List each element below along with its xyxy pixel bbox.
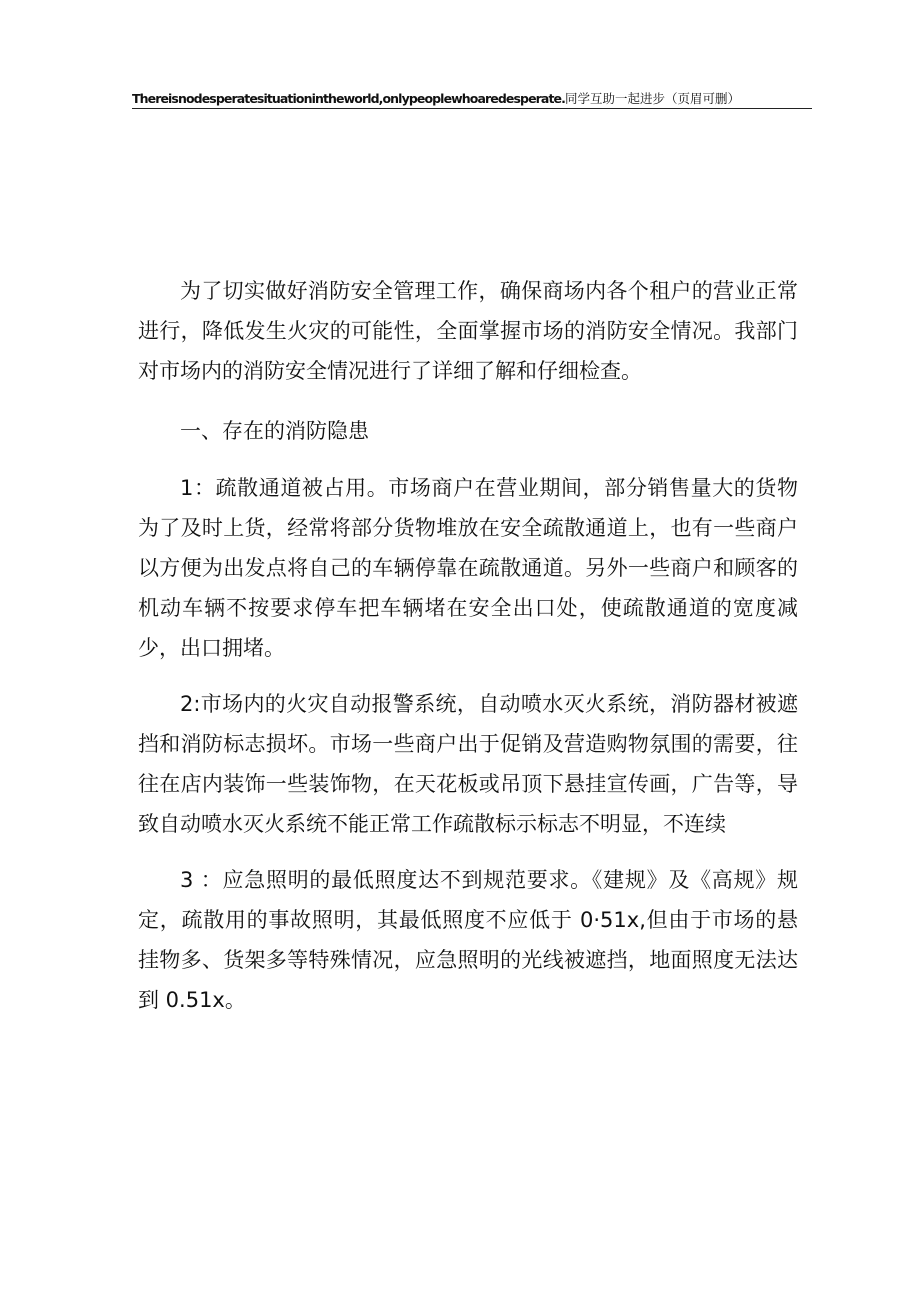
- item-2-paragraph: 2:市场内的火灾自动报警系统，自动喷水灭火系统，消防器材被遮挡和消防标志损坏。市场一些商户出于促销及营造购物氛围的需要，往往在店内装饰一些装饰物，在天花板或吊顶下悬挂宣传画，广告等，导致自动喷水灭火系统不能正常工作疏散标示标志不明显，不连续: [138, 692, 798, 836]
- section-heading: 一、存在的消防隐患: [180, 419, 369, 443]
- page-header: [132, 91, 812, 109]
- item-3-paragraph: 3 ：应急照明的最低照度达不到规范要求。《建规》及《高规》规定，疏散用的事故照明，其最低照度不应低于 0·51x,但由于市场的悬挂物多、货架多等特殊情况，应急照明的光线被遮挡，地面照度无法达到 0.51x。: [138, 868, 798, 1012]
- header-english-text: Thereisnodesperatesituationintheworld,onlypeoplewhoaredesperate.: [132, 91, 565, 106]
- intro-paragraph: 为了切实做好消防安全管理工作，确保商场内各个租户的营业正常进行，降低发生火灾的可能性，全面掌握市场的消防安全情况。我部门对市场内的消防安全情况进行了详细了解和仔细检查。: [138, 279, 798, 383]
- document-body: [138, 271, 798, 1036]
- item-1-paragraph: 1：疏散通道被占用。市场商户在营业期间，部分销售量大的货物为了及时上货，经常将部分货物堆放在安全疏散通道上，也有一些商户以方便为出发点将自己的车辆停靠在疏散通道。另外一些商户和顾客的机动车辆不按要求停车把车辆堵在安全出口处，使疏散通道的宽度减少，出口拥堵。: [138, 476, 798, 660]
- header-chinese-text: 同学互助一起进步（页眉可删）: [564, 91, 740, 106]
